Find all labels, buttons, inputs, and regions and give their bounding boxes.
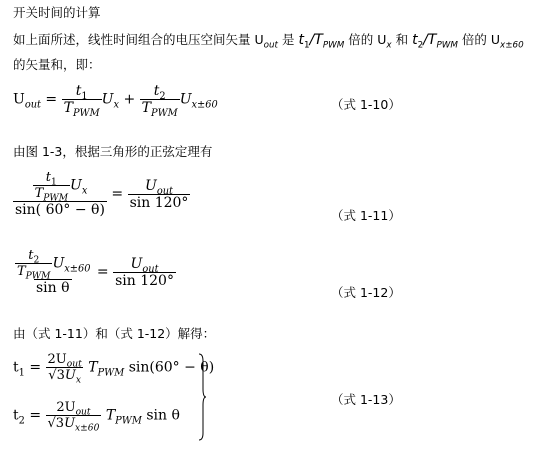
eq112-den: sin θ (35, 280, 70, 296)
eq112-inner-frac (15, 248, 52, 282)
eq110-lhs-U: U (13, 91, 25, 108)
eq113-pwm-1: PWM (97, 367, 125, 379)
intro-pwm-sub: PWM (322, 40, 345, 51)
equation-1-13-t1 (13, 352, 215, 386)
eq110-s2: 2 (159, 90, 166, 102)
intro-t2-sub: 2 (417, 40, 424, 51)
eq111-U: U (70, 177, 82, 194)
intro-text-a: 如上面所述，线性时间组合的电压空间矢量 U (13, 32, 264, 47)
eq110-U2: U (179, 91, 192, 108)
eq113-U-2: U (64, 416, 76, 431)
eq111-pwm: PWM (43, 193, 69, 204)
eq112-equals: = (96, 264, 109, 280)
eq111-inner-frac (33, 170, 70, 204)
eq113-frac-1 (46, 352, 84, 386)
eq110-equals: = (45, 91, 58, 108)
equation-1-13-t2 (13, 400, 180, 434)
intro-line-2: 的矢量和，即： (13, 57, 101, 72)
eq113-x-1: x (75, 375, 81, 386)
eq110-frac-2 (140, 83, 180, 119)
eq113-U-1: U (64, 368, 76, 383)
eq113-equals-1: = (29, 359, 42, 376)
eq112-big-frac (13, 248, 92, 296)
intro-x60-sub: x±60 (500, 40, 524, 51)
eq112-rout: out (142, 263, 159, 275)
intro-slash-T: /T (309, 32, 323, 48)
eq113-num-2: 2U (56, 400, 76, 415)
eq111-rout: out (156, 185, 173, 197)
intro-t1-sub: 1 (303, 40, 310, 51)
eq112-pwm: PWM (25, 271, 51, 282)
eq113-equals-2: = (29, 407, 42, 424)
eq112-s: 2 (33, 255, 40, 266)
eq111-t: t (45, 170, 51, 185)
eq113-T-1: T (88, 359, 98, 376)
intro-text-b: 是 (281, 32, 295, 47)
eq113-s1: 1 (18, 367, 25, 379)
eq113-tail-1: sin(60° − θ) (128, 359, 215, 376)
equation-1-12 (13, 248, 176, 296)
intro-text-d: 和 (395, 32, 409, 47)
eq110-x: x (113, 99, 119, 111)
right-brace-icon (198, 353, 206, 441)
eq112-rden: sin 120° (115, 272, 174, 289)
equation-1-11 (13, 170, 190, 218)
eq113-sqrt-1: √3 (48, 368, 65, 383)
eq110-pwm: PWM (72, 107, 100, 119)
eq110-lhs-sub: out (24, 99, 41, 111)
eq111-rden: sin 120° (129, 194, 189, 211)
eq112-U: U (52, 255, 65, 272)
eq111-rhs-frac (128, 178, 191, 211)
eq110-pwm2: PWM (150, 107, 178, 119)
eq111-big-frac (13, 170, 107, 218)
intro-text-e: 倍的 U (461, 32, 501, 47)
intro-out-sub: out (263, 40, 278, 51)
eq113-frac-2 (46, 400, 102, 434)
eq113-out-1: out (66, 359, 82, 370)
solve-line: 由（式 1-11）和（式 1-12）解得： (13, 326, 216, 341)
intro-t1: t (298, 32, 304, 48)
eq113-num-1: 2U (47, 352, 67, 367)
eq110-t: t (75, 83, 82, 99)
intro-text-c: 倍的 U (348, 32, 387, 47)
eq110-U: U (101, 91, 114, 108)
eq112-rhs-frac (113, 256, 176, 289)
eq112-rU: U (130, 255, 143, 272)
eq113-s2: 2 (18, 415, 25, 427)
eq111-T: T (34, 186, 44, 201)
intro-pwm-sub-2: PWM (436, 40, 458, 51)
eq112-t: t (28, 248, 34, 263)
eq110-frac-1 (62, 83, 102, 119)
eq111-s: 1 (51, 177, 57, 188)
eq113-t1: t (13, 359, 19, 376)
eq113-pwm-2: PWM (115, 415, 142, 427)
eq110-T: T (63, 100, 73, 116)
eq112-x: x±60 (64, 263, 91, 275)
eq110-t2: t (153, 83, 160, 99)
eq110-label: （式 1-10） (331, 97, 401, 112)
section-heading: 开关时间的计算 (13, 5, 101, 20)
eq111-rU: U (145, 177, 157, 194)
eq113-out-2: out (75, 407, 91, 418)
intro-slash-T-2: /T (423, 32, 437, 48)
intro-x-sub: x (386, 40, 392, 51)
eq113-T-2: T (105, 407, 116, 424)
eq110-s1: 1 (81, 90, 88, 102)
intro-t2: t (412, 32, 418, 48)
eq112-T: T (17, 264, 26, 279)
eq111-equals: = (111, 186, 124, 202)
eq110-plus: + (123, 91, 136, 108)
eq113-t2: t (13, 407, 19, 424)
eq111-den: sin( 60° − θ) (15, 202, 105, 218)
eq113-label: （式 1-13） (331, 392, 401, 407)
eq111-x: x (81, 185, 88, 197)
figure-reference-line: 由图 1-3，根据三角形的正弦定理有 (13, 144, 213, 159)
eq113-tail-2: sin θ (146, 407, 180, 424)
eq111-label: （式 1-11） (331, 208, 401, 223)
equation-1-10 (13, 83, 218, 119)
eq113-x60-2: x±60 (75, 423, 100, 434)
intro-line-1 (13, 30, 524, 51)
eq110-x60: x±60 (191, 99, 218, 111)
eq113-sqrt-2: √3 (47, 416, 65, 431)
eq112-label: （式 1-12） (331, 285, 401, 300)
eq110-T2: T (141, 100, 151, 116)
